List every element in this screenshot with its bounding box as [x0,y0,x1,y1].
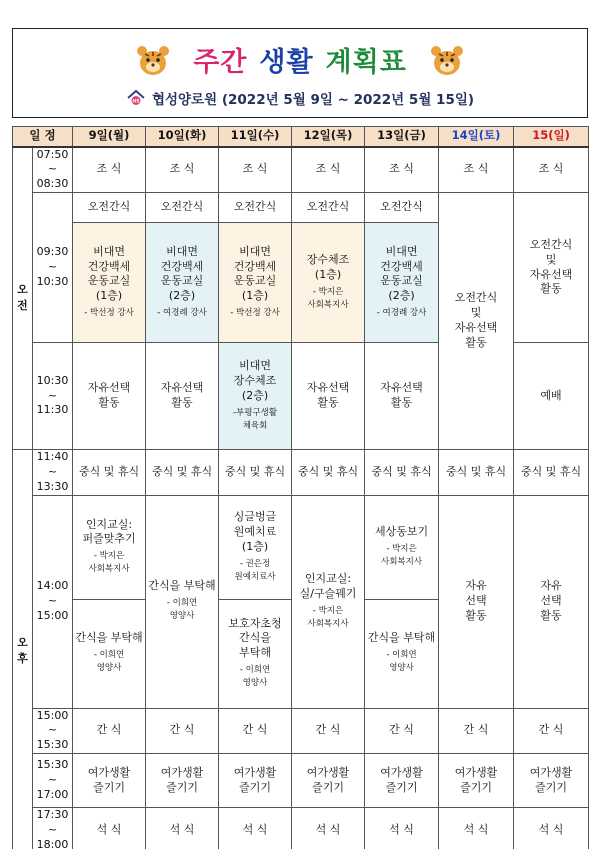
cell-leisure [439,754,514,808]
time-afternoon [33,495,73,708]
program-staff: - 이희연 [93,650,125,661]
tiger-icon [133,39,173,79]
time-sep: ~ [47,162,58,176]
cell-line: 즐기기 [166,780,198,794]
program-title: 싱글벙글 [233,510,277,524]
program-title: 자유선택 [306,381,350,395]
cell-free-tue [146,343,219,450]
program-title: 자유선택 [380,381,423,395]
header-day-tue: 10일(화) [146,127,219,147]
program-staff: 체육회 [242,420,268,431]
program-staff: - 박지은 [386,543,417,554]
program-staff: -부평구생활 [232,407,278,418]
cell-breakfast: 조 식 [73,147,146,193]
program-title: 건강백세 [233,259,277,273]
program-staff: - 권은정 [239,558,271,569]
cell-sat-morning [439,193,514,450]
program-title: 비대면 [385,244,418,258]
program-title: 운동교실 [380,274,423,288]
row-afternoon-1 [13,495,589,599]
program-staff: - 박지은 [312,286,344,297]
program-title: 실/구슬꿰기 [299,586,357,600]
program-title: 활동 [98,396,120,410]
time-sep: ~ [47,773,58,787]
time-start: 09:30 [36,245,69,259]
cell-snack: 간 식 [365,708,439,754]
header-day-wed: 11일(수) [219,127,292,147]
program-title: 건강백세 [160,259,204,273]
program-title: (1층) [241,539,269,553]
cell-program-mon-am [73,223,146,343]
program-title: 건강백세 [87,259,131,273]
header-day-mon: 9일(월) [73,127,146,147]
row-dinner [13,808,589,849]
time-end: 15:30 [36,738,69,752]
title-box [12,28,588,118]
program-staff: 영양사 [242,678,268,689]
cell-program-wed-pm2 [219,599,292,708]
time-start: 07:50 [36,147,69,161]
program-title: 비대면 [166,244,198,258]
cell-program-mon-pm2 [73,599,146,708]
cell-leisure [73,754,146,808]
cell-snack: 간 식 [73,708,146,754]
cell-program-thu-am [292,223,365,343]
time-sep: ~ [47,723,58,737]
cell-lunch: 중식 및 휴식 [514,450,589,496]
time-end: 08:30 [36,177,69,191]
cell-breakfast: 조 식 [365,147,439,193]
header-row [13,127,589,147]
cell-lunch: 중식 및 휴식 [146,450,219,496]
period-am-char: 오 [17,282,28,296]
time-end: 11:30 [36,403,69,417]
cell-line: 활동 [540,282,562,296]
cell-breakfast: 조 식 [292,147,365,193]
cell-line: 여가생활 [529,765,573,779]
program-title: 간식을 부탁해 [75,631,143,645]
cell-dinner: 석 식 [365,808,439,849]
cell-program-thu-pm [292,495,365,708]
cell-morning-snack: 오전간식 [73,193,146,223]
row-breakfast [13,147,589,193]
time-end: 10:30 [36,274,69,288]
program-staff: 사회복지사 [307,299,349,310]
program-staff: 사회복지사 [380,556,423,567]
cell-leisure [365,754,439,808]
program-title: (1층) [95,289,123,303]
cell-dinner: 석 식 [219,808,292,849]
header-day-sat: 14일(토) [439,127,514,147]
time-leisure [33,754,73,808]
program-staff: 영양사 [389,663,414,674]
cell-line: 활동 [465,335,487,349]
program-title: 운동교실 [233,274,277,288]
cell-line: 즐기기 [312,780,344,794]
program-title: (2층) [168,289,196,303]
program-title: 간식을 [239,631,271,645]
program-title: 원예치료 [233,524,277,538]
period-pm [13,450,33,849]
program-staff: 사회복지사 [307,618,349,629]
row-leisure [13,754,589,808]
row-morning-snack [13,193,589,223]
cell-line: 선택 [540,594,562,608]
cell-line: 여가생활 [233,765,277,779]
program-title: 비대면 [239,359,271,373]
house-icon [126,88,146,108]
subtitle: 협성양로원 (2022년 5월 9일 ~ 2022년 5월 15일) [151,92,475,108]
period-am-char: 전 [17,299,28,313]
cell-line: 오전간식 [529,237,573,251]
time-sep: ~ [47,594,58,608]
cell-breakfast: 조 식 [146,147,219,193]
time-morning1 [33,193,73,343]
program-title: (2층) [241,388,269,402]
cell-program-mon-pm1 [73,495,146,599]
cell-morning-snack: 오전간식 [365,193,439,223]
cell-line: 즐기기 [460,780,492,794]
period-pm-char: 후 [17,652,28,666]
program-title: 활동 [390,396,413,410]
program-title: 활동 [171,396,193,410]
time-lunch [33,450,73,496]
cell-line: 즐기기 [93,780,125,794]
program-title: 세상동보기 [374,524,429,538]
time-start: 15:00 [36,708,69,722]
time-end: 15:00 [36,608,69,622]
cell-line: 여가생활 [454,765,498,779]
cell-free-fri [365,343,439,450]
program-staff: - 이희연 [386,650,417,661]
cell-line: 자유선택 [529,267,573,281]
cell-line: 여가생활 [87,765,131,779]
cell-line: 선택 [465,594,487,608]
program-staff: 원예치료사 [234,571,276,582]
cell-snack: 간 식 [219,708,292,754]
period-am [13,147,33,450]
cell-line: 활동 [540,608,562,622]
program-title: 보호자초청 [228,616,282,630]
program-title: 간식을 부탁해 [148,579,216,593]
program-title: (1층) [241,289,269,303]
cell-line: 및 [470,306,482,320]
cell-dinner: 석 식 [73,808,146,849]
cell-line: 즐기기 [535,780,567,794]
cell-free-thu [292,343,365,450]
time-start: 14:00 [36,579,69,593]
cell-snack: 간 식 [514,708,589,754]
cell-line: 오전간식 [454,291,498,305]
cell-free-mon [73,343,146,450]
program-title: 퍼즐맞추기 [82,532,136,546]
program-staff: 사회복지사 [88,564,130,575]
time-sep: ~ [47,260,58,274]
program-title: 활동 [317,396,339,410]
time-start: 11:40 [36,450,69,464]
cell-dinner: 석 식 [292,808,365,849]
program-title: 인지교실: [85,517,133,531]
time-start: 10:30 [36,373,69,387]
cell-line: 자유선택 [454,321,498,335]
time-start: 17:30 [36,808,69,822]
program-title: 비대면 [93,244,125,258]
time-end: 18:00 [36,837,69,849]
title-row [13,37,587,81]
program-staff: 영양사 [169,611,195,622]
time-end: 13:30 [36,479,69,493]
program-staff: - 이희연 [239,665,271,676]
cell-sun-afternoon [514,495,589,708]
program-title: 자유선택 [160,381,204,395]
cell-breakfast: 조 식 [219,147,292,193]
cell-lunch: 중식 및 휴식 [292,450,365,496]
cell-morning-snack: 오전간식 [219,193,292,223]
cell-lunch: 중식 및 휴식 [219,450,292,496]
row-snack [13,708,589,754]
program-title: 운동교실 [87,274,131,288]
cell-morning-snack: 오전간식 [146,193,219,223]
cell-program-wed-pm1 [219,495,292,599]
title-word-3: 계획표 [325,46,407,78]
title-word-2: 생활 [259,46,314,78]
cell-program-wed-am2 [219,343,292,450]
cell-dinner: 석 식 [439,808,514,849]
program-title: 장수체조 [306,253,350,267]
cell-breakfast: 조 식 [514,147,589,193]
cell-program-wed-am [219,223,292,343]
subtitle-row [13,85,587,111]
program-staff: 영양사 [96,663,122,674]
time-dinner [33,808,73,849]
cell-sun-worship: 예배 [514,343,589,450]
program-staff: - 박선정 강사 [84,308,134,319]
cell-snack: 간 식 [439,708,514,754]
cell-line: 여가생활 [380,765,423,779]
header-day-fri: 13일(금) [365,127,439,147]
program-staff: - 박지은 [312,605,344,616]
program-title: 건강백세 [380,259,423,273]
time-sep: ~ [47,464,58,478]
cell-line: 여가생활 [160,765,204,779]
program-title: (2층) [388,289,415,303]
cell-leisure [146,754,219,808]
program-title: 간식을 부탁해 [367,631,436,645]
program-title: 운동교실 [160,274,204,288]
page-title [187,40,413,79]
program-staff: - 박선정 강사 [230,308,280,319]
cell-line: 활동 [465,608,487,622]
cell-snack: 간 식 [146,708,219,754]
header-day-thu: 12일(목) [292,127,365,147]
program-title: (1층) [314,267,342,281]
cell-line: 자유 [465,579,487,593]
time-breakfast [33,147,73,193]
cell-sat-afternoon [439,495,514,708]
program-staff: - 여경례 강사 [157,308,207,319]
cell-snack: 간 식 [292,708,365,754]
cell-lunch: 중식 및 휴식 [73,450,146,496]
period-pm-char: 오 [17,635,28,649]
cell-program-fri-pm2 [365,599,439,708]
cell-lunch: 중식 및 휴식 [365,450,439,496]
cell-program-tue-pm [146,495,219,708]
header-corner: 일 정 [13,127,73,147]
cell-line: 여가생활 [306,765,350,779]
cell-dinner: 석 식 [514,808,589,849]
time-sep: ~ [47,822,58,836]
cell-program-tue-am [146,223,219,343]
program-staff: - 박지은 [93,551,125,562]
schedule-table [12,126,589,849]
cell-leisure [514,754,589,808]
cell-program-fri-pm1 [365,495,439,599]
program-title: 인지교실: [304,572,352,586]
cell-line: 및 [545,252,557,266]
program-title: 부탁해 [239,646,271,660]
cell-line: 즐기기 [385,780,418,794]
cell-breakfast: 조 식 [439,147,514,193]
cell-line: 자유 [540,579,562,593]
cell-leisure [292,754,365,808]
cell-leisure [219,754,292,808]
title-word-1: 주간 [193,46,248,78]
time-morning2 [33,343,73,450]
cell-program-fri-am [365,223,439,343]
program-staff: - 이희연 [166,598,198,609]
svg-text:HS: HS [132,99,140,105]
time-start: 15:30 [36,758,69,772]
time-snack [33,708,73,754]
program-title: 장수체조 [233,373,277,387]
tiger-icon [427,39,467,79]
cell-line: 즐기기 [239,780,271,794]
cell-dinner: 석 식 [146,808,219,849]
time-end: 17:00 [36,788,69,802]
program-staff: - 여경례 강사 [376,308,427,319]
cell-lunch: 중식 및 휴식 [439,450,514,496]
header-day-sun: 15(일) [514,127,589,147]
program-title: 비대면 [239,244,271,258]
cell-morning-snack: 오전간식 [292,193,365,223]
cell-sun-morning [514,193,589,343]
program-title: 자유선택 [87,381,131,395]
time-sep: ~ [47,388,58,402]
row-lunch [13,450,589,496]
